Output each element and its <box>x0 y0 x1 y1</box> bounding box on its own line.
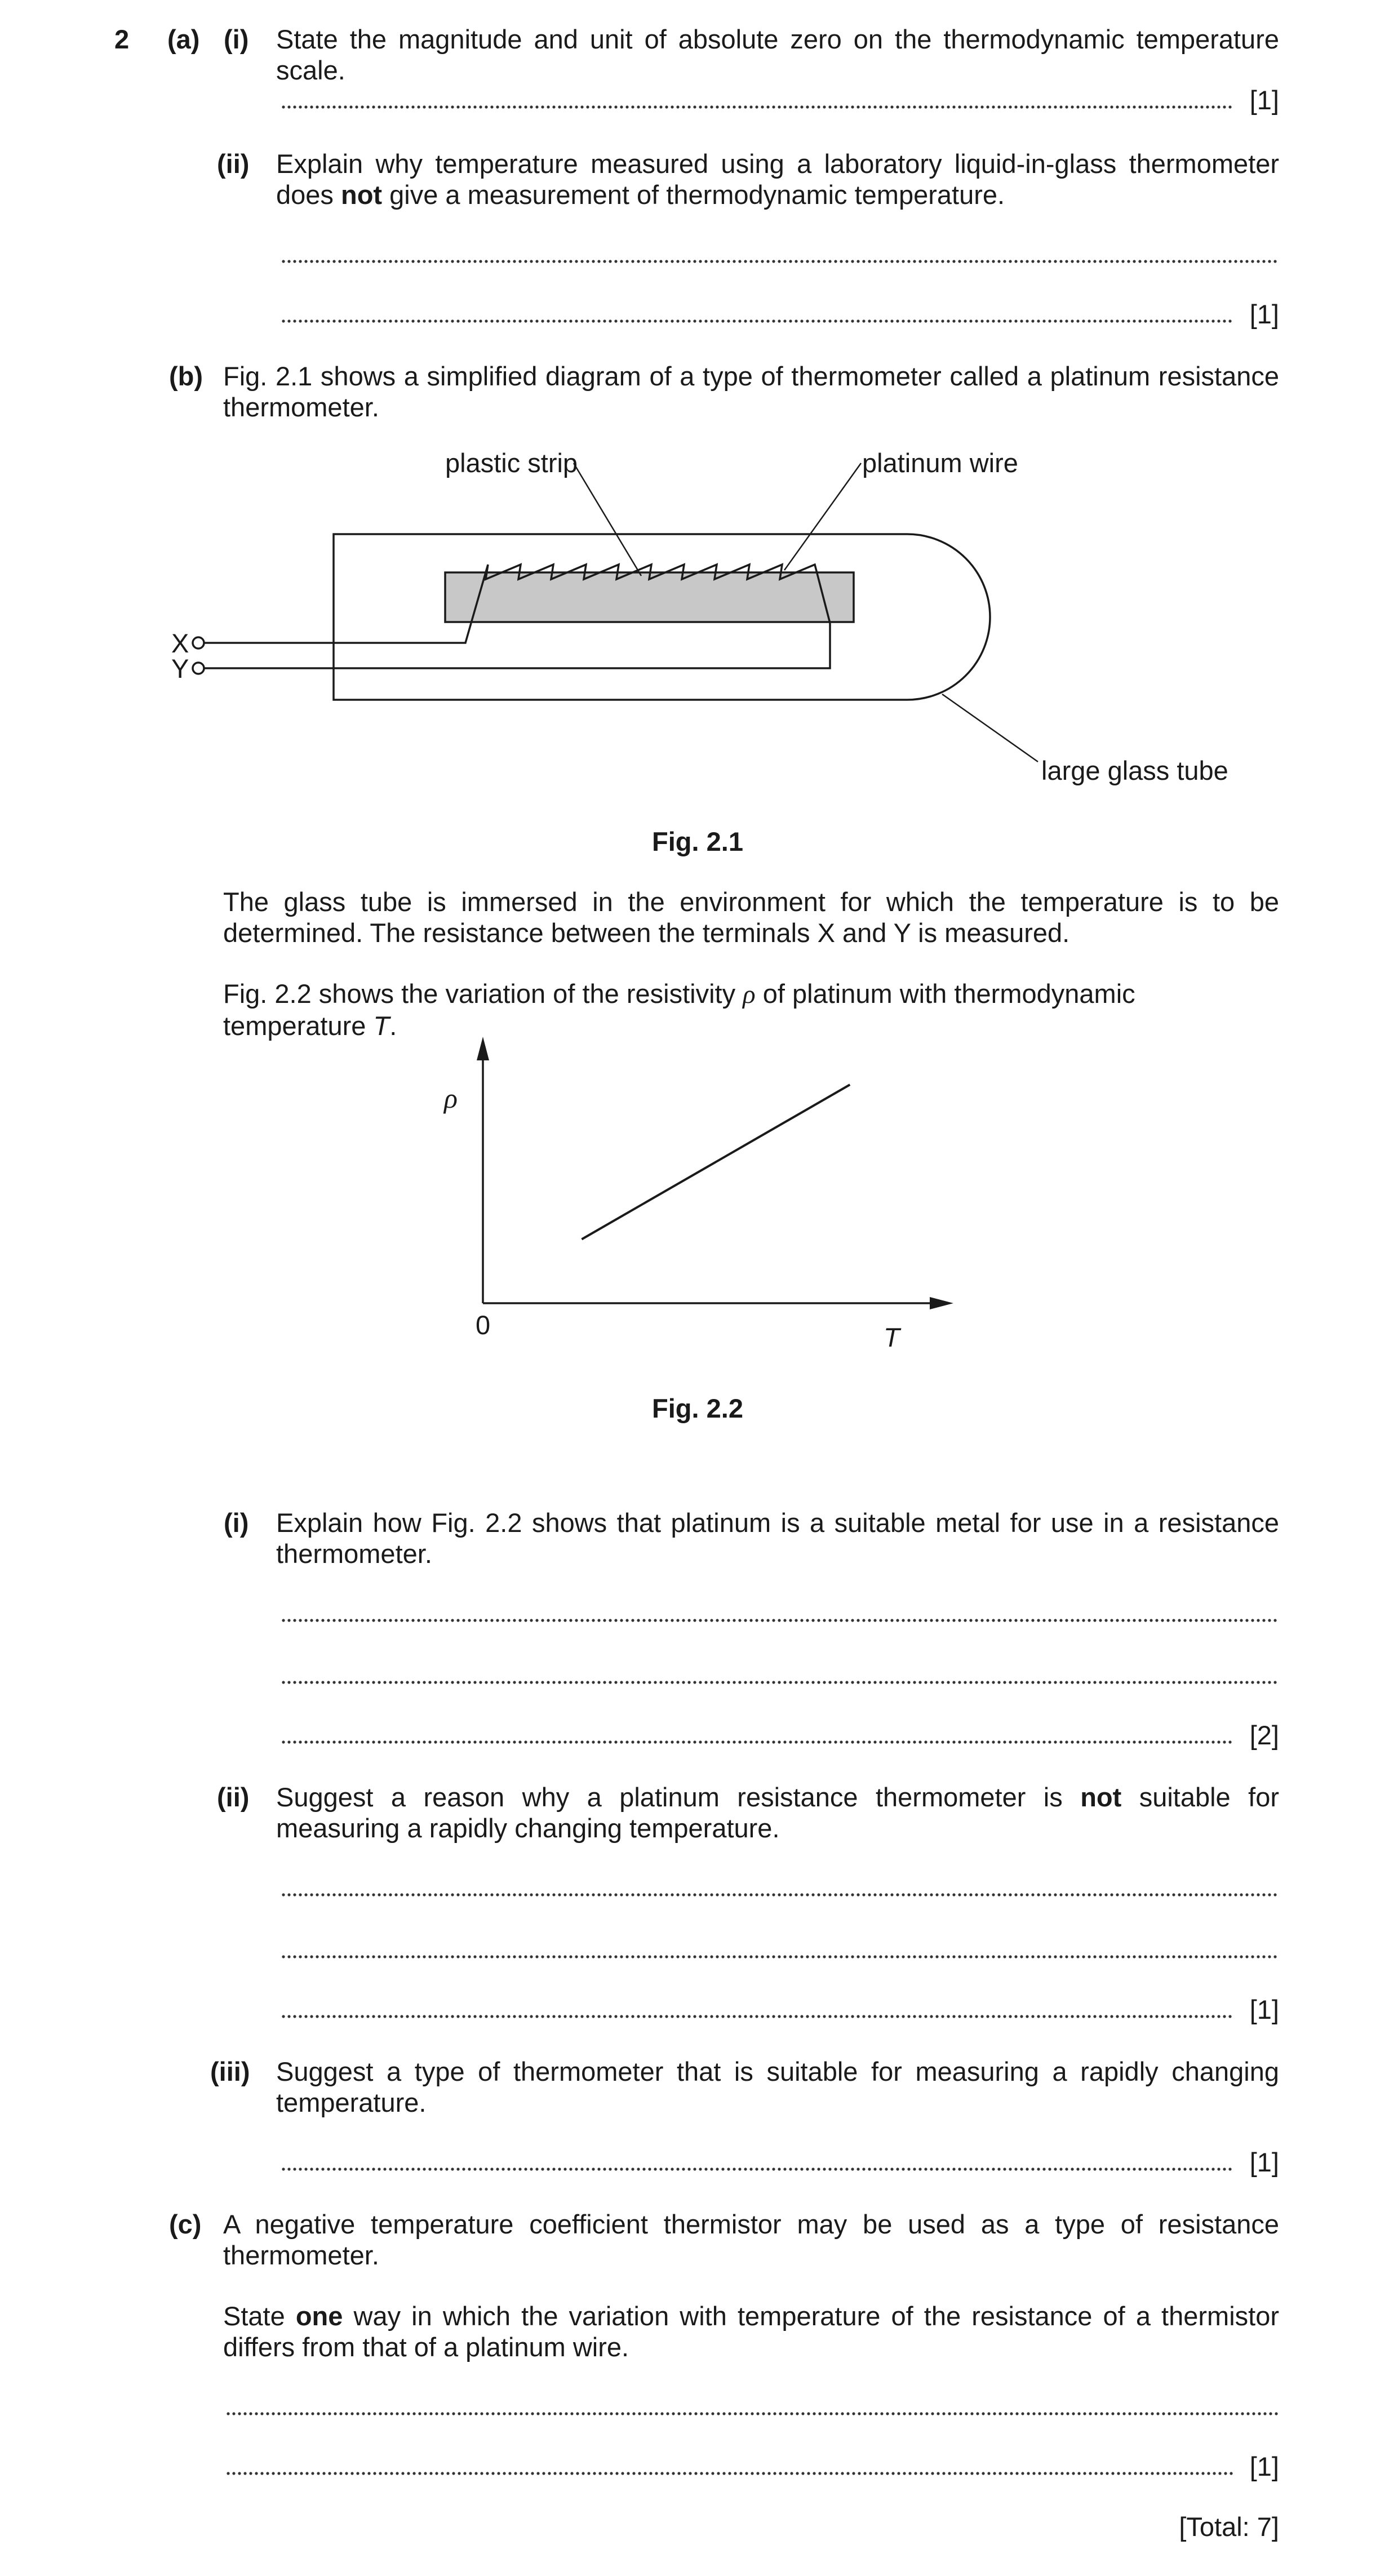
x-axis-label-T: T <box>884 1322 900 1352</box>
figure-2-2-graph <box>0 1025 1398 1375</box>
question-number: 2 <box>114 24 130 54</box>
text-segment: of platinum with thermodynamic temperature <box>223 979 1135 1041</box>
subpart-a-ii-label: (ii) <box>217 149 250 179</box>
total-marks: [Total: 7] <box>1179 2512 1279 2542</box>
symbol-rho: ρ <box>743 980 756 1009</box>
mark-b-iii: [1] <box>1249 2147 1279 2177</box>
data-line-resistivity <box>582 1085 850 1239</box>
text-segment: . <box>389 1011 397 1041</box>
answer-dots <box>225 2412 1279 2415</box>
part-b-intro: Fig. 2.1 shows a simplified diagram of a type of thermometer called a platinum resistance thermometer. <box>223 361 1279 422</box>
subpart-a-ii-text <box>276 148 1279 210</box>
text-segment: give a measurement of thermodynamic temperature. <box>382 180 1005 210</box>
terminal-y-circle <box>193 663 204 674</box>
symbol-T: T <box>373 1011 390 1041</box>
figure-2-1-diagram <box>0 428 1398 806</box>
subpart-a-i-text: State the magnitude and unit of absolute zero on the thermodynamic temperature scale. <box>276 24 1279 85</box>
answer-line-b-ii-1[interactable] <box>281 1872 1279 1903</box>
terminal-y-label: Y <box>171 654 189 683</box>
answer-dots <box>281 319 1234 323</box>
origin-label: 0 <box>476 1310 491 1340</box>
answer-line-b-i-3[interactable] <box>281 1720 1279 1751</box>
answer-line-a-i[interactable] <box>281 85 1279 116</box>
answer-line-b-iii[interactable] <box>281 2147 1279 2178</box>
terminal-x-circle <box>193 637 204 649</box>
leader-plastic-strip <box>574 463 641 576</box>
answer-dots <box>281 2168 1234 2171</box>
answer-line-b-ii-3[interactable] <box>281 1994 1279 2025</box>
emphasis-not: not <box>1080 1782 1122 1812</box>
y-axis-arrow <box>477 1037 489 1060</box>
lead-x-wire <box>204 623 471 643</box>
answer-dots <box>281 1619 1279 1622</box>
answer-line-a-ii-1[interactable] <box>281 239 1279 270</box>
answer-dots <box>225 2472 1234 2475</box>
answer-dots <box>281 1681 1279 1684</box>
answer-dots <box>281 1893 1279 1897</box>
label-large-glass-tube: large glass tube <box>1041 756 1228 785</box>
subpart-b-iii-label: (iii) <box>210 2057 250 2086</box>
fig-2-1-caption: Fig. 2.1 <box>652 827 743 856</box>
emphasis-not: not <box>340 180 383 210</box>
text-segment: way in which the variation with temperature of the resistance of a thermistor differs from that of a platinum wire. <box>223 2301 1279 2362</box>
x-axis-arrow <box>930 1297 953 1309</box>
subpart-b-i-label: (i) <box>224 1508 249 1538</box>
mark-a-i: [1] <box>1249 85 1279 115</box>
part-a-label: (a) <box>167 24 200 54</box>
leader-glass-tube <box>942 694 1038 762</box>
subpart-b-i-text: Explain how Fig. 2.2 shows that platinum is a suitable metal for use in a resistance thermometer. <box>276 1508 1279 1569</box>
answer-dots <box>281 1740 1234 1744</box>
answer-dots <box>281 2015 1234 2018</box>
terminal-x-label: X <box>171 628 189 658</box>
leader-platinum-wire <box>784 463 861 570</box>
mark-a-ii: [1] <box>1249 299 1279 329</box>
text-segment: Fig. 2.2 shows the variation of the resistivity <box>223 979 743 1009</box>
text-segment: Explain why temperature measured using a laboratory liquid-in-glass thermometer does <box>276 149 1279 210</box>
part-b-para-1: The glass tube is immersed in the environment for which the temperature is to be determined. The resistance between the terminals X and Y is measured. <box>223 887 1279 948</box>
answer-line-a-ii-2[interactable] <box>281 299 1279 330</box>
text-segment: State <box>223 2301 296 2331</box>
mark-b-ii: [1] <box>1249 1995 1279 2024</box>
answer-line-c-1[interactable] <box>225 2391 1279 2422</box>
mark-c: [1] <box>1249 2451 1279 2481</box>
y-axis-label-rho: ρ <box>444 1082 458 1114</box>
subpart-b-ii-text <box>276 1782 1279 1844</box>
answer-line-b-i-1[interactable] <box>281 1598 1279 1629</box>
answer-line-c-2[interactable] <box>225 2451 1279 2482</box>
part-b-label: (b) <box>169 361 203 391</box>
answer-dots <box>281 1955 1279 1958</box>
answer-line-b-ii-2[interactable] <box>281 1934 1279 1965</box>
text-segment: Suggest a reason why a platinum resistance thermometer is <box>276 1782 1081 1812</box>
part-c-para-2 <box>223 2300 1279 2362</box>
label-plastic-strip: plastic strip <box>445 448 578 478</box>
answer-dots <box>281 260 1279 263</box>
text-segment: suitable for measuring a rapidly changing temperature. <box>276 1782 1279 1843</box>
subpart-a-i-label: (i) <box>224 24 249 54</box>
lead-y-wire <box>204 623 830 668</box>
label-platinum-wire: platinum wire <box>862 448 1018 478</box>
part-c-label: (c) <box>169 2209 202 2239</box>
part-c-para-1: A negative temperature coefficient thermistor may be used as a type of resistance thermometer. <box>223 2209 1279 2270</box>
subpart-b-ii-label: (ii) <box>217 1782 250 1812</box>
mark-b-i: [2] <box>1249 1720 1279 1750</box>
answer-line-b-i-2[interactable] <box>281 1660 1279 1691</box>
subpart-b-iii-text: Suggest a type of thermometer that is suitable for measuring a rapidly changing temperature. <box>276 2057 1279 2117</box>
answer-dots <box>281 105 1234 109</box>
emphasis-one: one <box>295 2301 343 2331</box>
fig-2-2-caption: Fig. 2.2 <box>652 1393 743 1423</box>
